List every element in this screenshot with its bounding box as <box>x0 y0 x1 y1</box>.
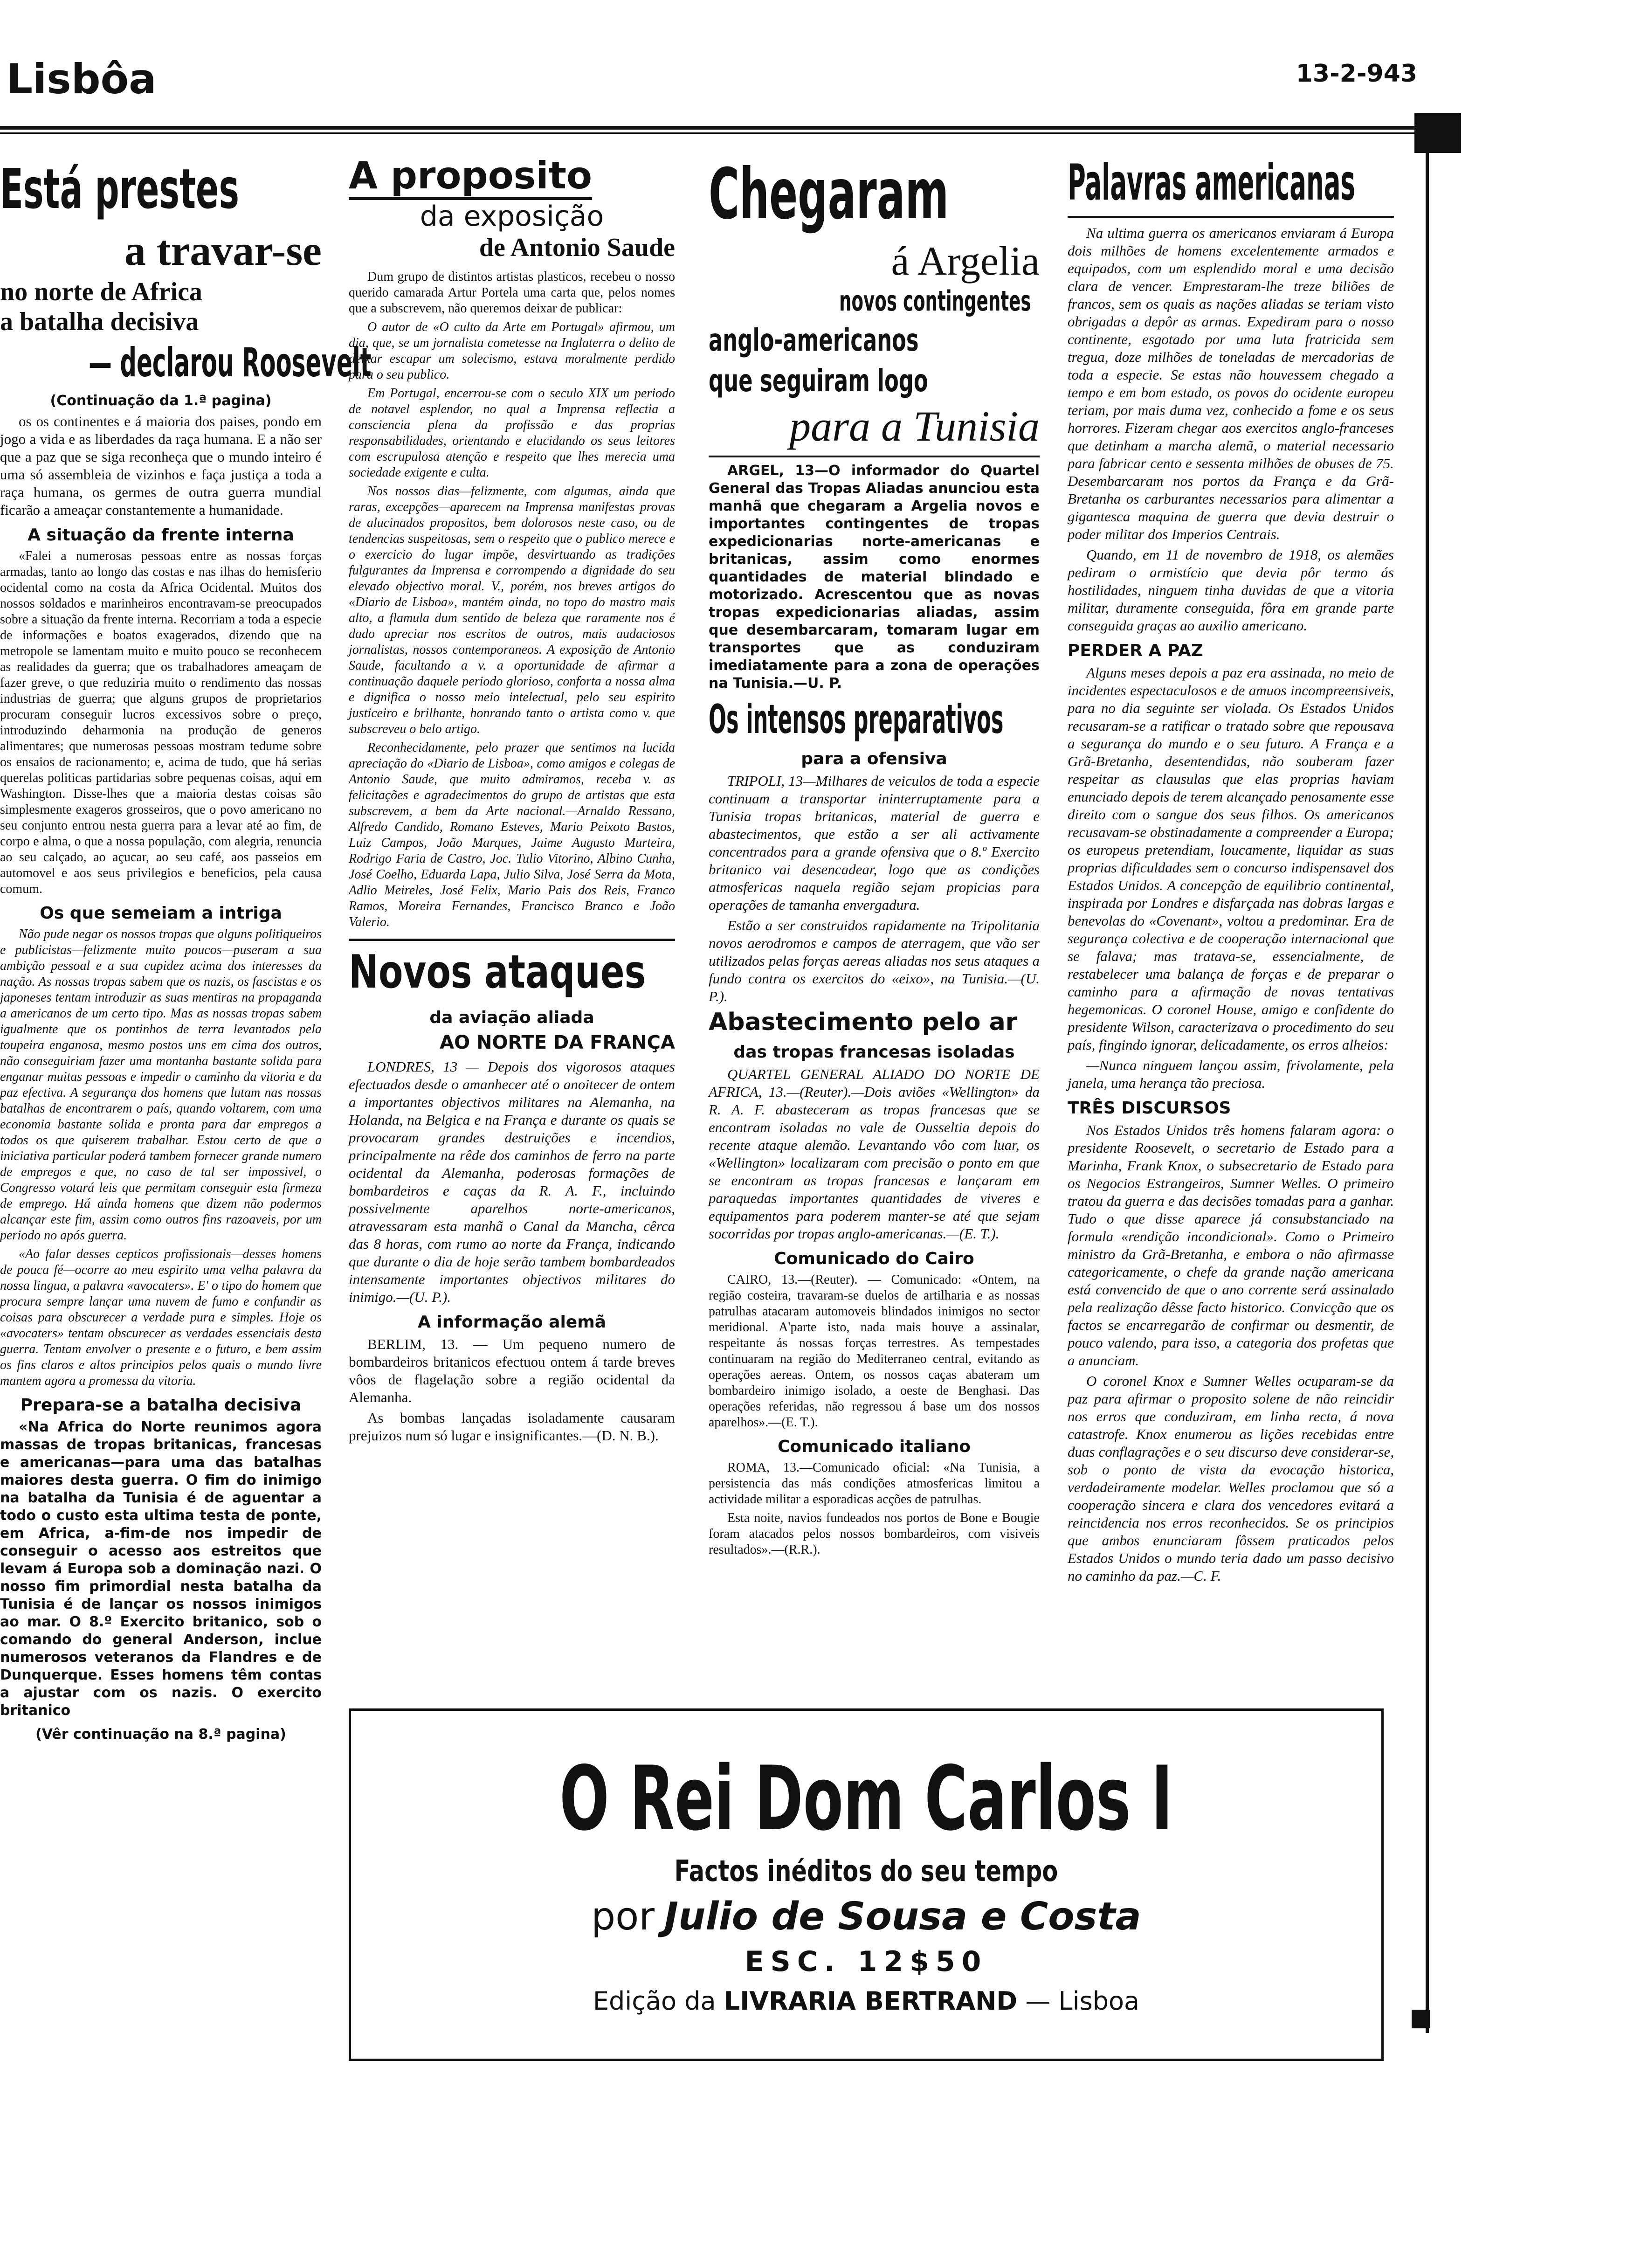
paragraph: Quando, em 11 de novembro de 1918, os alemães pediram o armistício que devia pôr termo ás hostilidades, ninguem tinha duvidas de que a vitoria militar, duramente conseguida, fôra em grande parte conseguida graças ao auxilio americano. <box>1068 546 1394 634</box>
right-column-rule <box>1426 140 1429 2033</box>
paragraph: LONDRES, 13 — Depois dos vigorosos ataques efectuados desde o amanhecer até o anoitecer de ontem a importantes objectivos militares na Alemanha, na Holanda, na Belgica e na França e durante os quais se provocaram grandes destruições e incendios, principalmente na rêde dos caminhos de ferro na parte ocidental da Alemanha, poderosas formações de bombardeiros e caças da R. A. F., incluindo possivelmente aparelhos norte-americanos, atravessaram esta manhã o Canal da Mancha, cêrca das 8 horas, com rumo ao norte da França, indicando que durante o dia de hoje serão tambem bombardeados intensamente importantes objectivos militares do inimigo.—(U. P.). <box>349 1058 675 1305</box>
paragraph: As bombas lançadas isoladamente causaram prejuizos num só lugar e insignificantes.—(D. N. B.). <box>349 1410 675 1444</box>
paragraph: Não pude negar os nossos tropas que alguns politiqueiros e publicistas—felizmente muito poucos—puseram a sua ambição pessoal e a sua cupidez acima dos interesses da nação. As nossas tropas sabem que os nazis, os fascistas e os japoneses tentam introduzir as suas mentiras na propaganda a americanos de um certo tipo. Mas as nossas tropas sabem igualmente que os pontinhos de terra levantados pela toupeira enganosa, mesmo postos uns em cima dos outros, não conseguiriam fazer uma montanha bastante solida para enganar muitas pessoas e impedir o caminho da vitoria e da paz efectiva. A segurança dos homens que lutam nas nossas batalhas de encontrarem o país, quando voltarem, com uma economia bastante solida e pronta para dar empregos a todos os que quiserem trabalhar. Estou certo de que a iniciativa particular poderá tambem fornecer grande numero de empregos e que, no caso de tal ser impossivel, o Congresso votará leis que permitam conseguir esta firmeza de emprego. Há ainda homens que dizem não podermos alcançar este fim, assim como outros fins razoaveis, por um periodo no após guerra. <box>0 927 322 1243</box>
ad-title: O Rei Dom Carlos I <box>559 1747 1173 1850</box>
headline-abastecimento: Abastecimento pelo ar <box>709 1008 1018 1036</box>
paragraph: Dum grupo de distintos artistas plasticos, recebeu o nosso querido camarada Artur Portela uma carta que, pelos nomes que a subscrevem, não queremos deixar de publicar: <box>349 270 675 316</box>
paragraph: ARGEL, 13—O informador do Quartel General das Tropas Aliadas anunciou esta manhã que chegaram a Argelia novos e importantes contingentes de tropas expedicionarias norte-americanas e britanicas, assim como enormes quantidades de material blindado e motorizado. Acrescentou que as novas tropas expedicionarias aliadas, assim que desembarcaram, tomaram lugar em transportes que as conduziram imediatamente para a zona de operações na Tunisia.—U. P. <box>709 463 1040 691</box>
headline-roosevelt: — declarou Roosevelt <box>89 339 372 386</box>
subhead-perder-a-paz: PERDER A PAZ <box>1068 641 1203 660</box>
ad-by: por <box>591 1895 655 1939</box>
paragraph: O coronel Knox e Sumner Welles ocuparam-se da paz para afirmar o proposito solene de não reincidir nos erros que conduziram, em linha recta, á nova catastrofe. Knox enumerou as lições recebidas entre duas conflagrações e o seu discurso deve considerar-se, sob o ponto de vista da evocação historica, verdadeiramente modelar. Welles proclamou que só a cooperação sincera e clara dos vencedores evitará a reincidencia nos erros reconhecidos. Se os principios que ambos enunciaram fôssem praticados pelos Estados Unidos o mundo teria dado um passo decisivo no caminho da paz.—C. F. <box>1068 1373 1394 1584</box>
column-saude <box>349 154 675 1702</box>
subhead-tropas-francesas: das tropas francesas isoladas <box>733 1043 1015 1062</box>
paragraph: Estão a ser construidos rapidamente na Tripolitania novos aerodromos e campos de aterragem, que vão ser utilizados pelas forças aereas aliadas nos seus ataques a fundo contra os exercitos do «eixo», na Tunisia.—(U. P.). <box>709 917 1040 1004</box>
continuation-note: (Continuação da 1.ª pagina) <box>50 393 272 409</box>
paragraph: «Falei a numerosas pessoas entre as nossas forças armadas, tanto ao longo das costas e nas ilhas do hemisferio ocidental como na costa da Africa Ocidental. Muitos dos nossos soldados e marinheiros encontravam-se preocupados sobre a situação da frente interna. Recorriam a toda a especie de informações e boatos exagerados, dizendo que na metropole se lamentam muito e muito pouco se reconhecem as realidades da guerra; que os trabalhadores ameaçam de fazer greve, o que reduziria muito o rendimento das nossas industrias de guerra; que alguns grupos de proprietarios procuram conseguir lucros excessivos sobre o preço, introduzindo deharmonia na produção de generos alimentares; que numerosas pessoas mostram tedume sobre os ensaios de racionamento; e, acima de tudo, que há serias querelas politicas partidarias sobre pequenas coisas, aqui em Washington. Disse-lhes que a maioria destas coisas são simplesmente exageros grosseiros, que o povo americano no seu conjunto entrou nesta guerra para a levar até ao fim, de corpo e alma, o que a nossa população, com alegria, renuncia ao seu calçado, ao açucar, ao seu café, aos passeios em automovel e aos seus privilegios e beneficios, pela causa comum. <box>0 549 322 896</box>
headline-argelia: á Argelia <box>891 239 1040 284</box>
top-rule-thin <box>0 132 1427 134</box>
paragraph: TRIPOLI, 13—Milhares de veiculos de toda a especie continuam a transportar ininterruptamente para a Tunisia tropas britanicas, material de guerra e abastecimentos, que estão a ser ali activamente concentrados para a grande ofensiva que o 8.º Exercito britanico vai desencadear, logo que as condições atmosfericas naquela região sejam propicias para operações de tamanha envergadura. <box>709 773 1040 913</box>
paragraph: Nos Estados Unidos três homens falaram agora: o presidente Roosevelt, o secretario de Estado para a Marinha, Frank Knox, o subsecretario de Estado para os Negocios Estrangeiros, Sumner Welles. O primeiro tratou da guerra e das decisões tomadas para a ganhar. Tudo o que disse aparece já consubstanciado na formula «rendição incondicional». Como o Primeiro ministro da Grã-Bretanha, e embora o não afirmasse categoricamente, o chefe da grande nação americana está convencido de que o ano corrente será assinalado pela realização dêsse facto historico. Convicção que os factos se encarregarão de confirmar ou desmentir, de pouco valendo, para isso, a categoria dos profetas que a anunciam. <box>1068 1122 1394 1369</box>
ad-edition-post: — Lisboa <box>1025 1986 1140 2016</box>
headline-intensos-preparativos: Os intensos preparativos <box>709 696 1004 743</box>
ad-price: ESC. 12$50 <box>745 1945 988 1978</box>
paragraph: Alguns meses depois a paz era assinada, no meio de incidentes espectaculosos e de amuos incompreensiveis, para no dia seguinte ser violada. Os Estados Unidos recusaram-se a ratificar o tratado sobre que repousava a segurança do mundo e o seu futuro. A França e a Grã-Bretanha, desentendidas, não souberam fazer respeitar as clausulas que elas proprias haviam enunciado depois de terem alcançado penosamente esse direito com o sangue dos seus filhos. Os americanos recusavam-se obstinadamente a compreender a Europa; os europeus pretendiam, loucamente, liquidar as suas proprias dificuldades sem o concurso indispensavel dos Estados Unidos. A concepção de equilibrio continental, inspirada por Londres e disfarçada nas dobras largas e benevolas do «Covenant», voltou a predominar. Era de segurança colectiva e de cooperação internacional que se falava; mas tratava-se, essencialmente, de restabelecer uma balança de forças e de preparar o caminho para a afirmação de novas tentativas hegemonicas. O coronel House, amigo e confidente do presidente Wilson, caracterizava o procedimento do seu país, fingindo ignorar, delicadamente, os erros alheios: <box>1068 664 1394 1053</box>
headline-anglo-americanos: anglo-americanos <box>709 322 919 358</box>
paragraph: ROMA, 13.—Comunicado oficial: «Na Tunisia, a persistencia das más condições atmosfericas limitou a actividade militar a esporadicas acções de patrulhas. <box>709 1460 1040 1507</box>
bottom-corner-block <box>1412 2010 1430 2028</box>
subhead-frente-interna: A situação da frente interna <box>28 526 294 545</box>
paragraph: Nos nossos dias—felizmente, com algumas, ainda que raras, excepções—aparecem na Imprensa manifestas provas de alucinados propositos, bem dolorosos neste caso, ou de tendencias suspeitosas, sem o respeito que o publico merece e o exercicio do lugar impõe, desvirtuando as tradições fulgurantes da Imprensa e corrompendo a dignidade do seu elevado objectivo moral. V., porém, nos breves artigos do «Diario de Lisboa», mantém ainda, no topo do mastro mais alto, a flamula dum sentido de beleza que raramente nos é dado apreciar nos escritos de outros, mais audaciosos jornalistas, nossos contemporaneos. A exposição de Antonio Saude, facultando a v. a oportunidade de afirmar a continuação daquele periodo glorioso, conforta a nossa alma e dignifica o nosso meio intelectual, pelo seu espirito justiceiro e brilhante, honrando tanto o artista como v. que subscreveu o belo artigo. <box>349 484 675 736</box>
paragraph: BERLIM, 13. — Um pequeno numero de bombardeiros britanicos efectuou ontem á tarde breves vôos de flagelação sobre a região ocidental da Alemanha. <box>349 1336 675 1405</box>
headline-batalha-decisiva: a batalha decisiva <box>0 307 199 336</box>
headline-novos-ataques: Novos ataques <box>349 946 646 999</box>
paragraph: Esta noite, navios fundeados nos portos de Bone e Bougie foram atacados pelos nossos bombardeiros, com visiveis resultados».—(R.R.). <box>709 1511 1040 1557</box>
ad-edition-pre: Edição da <box>593 1986 716 2016</box>
paragraph: QUARTEL GENERAL ALIADO DO NORTE DE AFRICA, 13.—(Reuter).—Dois aviões «Wellington» da R. A. F. abasteceram as tropas francesas que se encontram isoladas no vale de Ousseltia depois do recente ataque alemão. Levantando vôo com luar, os «Wellington» localizaram com precisão o ponto em que se encontram as tropas francesas e lançaram em paraquedas importantes quantidades de viveres e equipamentos para poderem manter-se até que sejam socorridas por tropas anglo-americanas.—(E. T.). <box>709 1066 1040 1242</box>
paragraph: «Na Africa do Norte reunimos agora massas de tropas britanicas, francesas e americanas—para uma das batalhas maiores desta guerra. O fim do inimigo na batalha da Tunisia é de aguentar a todo o custo esta ultima testa de ponte, em Africa, a-fim-de nos impedir de conseguir o acesso aos estreitos que levam á Europa sob a dominação nazi. O nosso fim primordial nesta batalha da Tunisia é de lançar os nossos inimigos ao mar. O 8.º Exercito britanico, sob o comando do general Anderson, inclue numerosos veteranos da Flandres e de Dunquerque. Esses homens têm contas a ajustar com os nazis. O exercito britanico <box>0 1419 322 1719</box>
paragraph: os os continentes e á maioria dos paises, pondo em jogo a vida e as liberdades da raça humana. E a não ser que a paz que se siga reconheça que o mundo inteiro é uma só assembleia de vizinhos e faça justiça a toda a raça humana, os germes de outra guerra mundial ficarão a ameaçar constantemente a humanidade. <box>0 413 322 518</box>
paragraph: O autor de «O culto da Arte em Portugal» afirmou, um dia, que, se um jornalista cometesse na Inglaterra o delito de deixar escapar um solecismo, estava moralmente perdido para o seu publico. <box>349 320 675 382</box>
subhead-intriga: Os que semeiam a intriga <box>40 904 282 923</box>
continuation-end: (Vêr continuação na 8.ª pagina) <box>35 1726 286 1742</box>
headline-norte-franca: AO NORTE DA FRANÇA <box>440 1032 675 1053</box>
paragraph: Em Portugal, encerrou-se com o seculo XIX um periodo de notavel esplendor, no qual a Imprensa reflectia a consciencia plena da profissão e das proprias responsabilidades, orientando e elucidando os seus leitores com escrupulosa atenção e respeito que lhes merecia uma sociedade exigente e culta. <box>349 386 675 480</box>
headline-tunisia: para a Tunisia <box>789 402 1040 450</box>
top-rule <box>0 126 1427 130</box>
ad-author: Julio de Sousa e Costa <box>664 1895 1141 1939</box>
paragraph: —Nunca ninguem lançou assim, frivolamente, pela janela, uma herança tão preciosa. <box>1068 1057 1394 1091</box>
corner-block <box>1414 113 1461 153</box>
subhead-cairo: Comunicado do Cairo <box>774 1249 974 1268</box>
headline-a-proposito: A proposito <box>349 154 592 200</box>
subhead-tres-discursos: TRÊS DISCURSOS <box>1068 1099 1231 1118</box>
book-advertisement <box>349 1708 1384 2061</box>
headline-antonio-saude: de Antonio Saude <box>479 233 675 262</box>
paragraph: «Ao falar desses cepticos profissionais—desses homens de pouca fé—ocorre ao meu espirito uma velha palavra da nossa lingua, a palavra «avocaters». E' o tipo do homem que procura sempre lançar uma nuvem de fumo e confundir as coisas para obscurecer a verdade pura e simples. Hoje os «avocaters» tentam obscurecer as verdades essenciais desta guerra. Tentam envolver o presente e o futuro, e bem assim os fins claros e altos principios pelos quais o mundo livre mantem agora a promessa da vitoria. <box>0 1247 322 1388</box>
subhead-italiano: Comunicado italiano <box>777 1437 971 1456</box>
paragraph: Na ultima guerra os americanos enviaram á Europa dois milhões de homens excelentemente armados e equipados, com um esplendido moral e uma decisão clara de vencer. Emprestaram-lhe treze biliões de francos, sem os quais as nações aliadas se teriam visto obrigadas a depôr as armas. Expediram para o nosso continente, esgotado por uma luta fratricida sem tregua, doze milhões de toneladas de mercadorias de toda a especie. Se estas não houvessem chegado a tempo e em bom estado, os povos do ocidente europeu teriam, por mais duma vez, conhecido a fome e os seus horrores. Fizeram chegar aos exercitos anglo-franceses que detinham a marcha alemã, o material necessario para fabricar cento e sessenta milhões de obuses de 75. Desembarcaram nos portos da França e da Grã-Bretanha os carburantes necessarios para alimentar a gigantesca maquina de guerra que devia destruir o poder militar dos Imperios Centrais. <box>1068 225 1394 542</box>
subhead-informacao-alema: A informação alemã <box>417 1313 607 1332</box>
headline-seguiram-logo: que seguiram logo <box>709 363 928 399</box>
headline-palavras-americanas: Palavras americanas <box>1068 154 1356 211</box>
header-date: 13-2-943 <box>1296 60 1417 88</box>
headline-a-travar-se: a travar-se <box>124 227 322 274</box>
column-roosevelt <box>0 154 372 2089</box>
headline-norte-africa: no norte de Africa <box>0 277 202 306</box>
column-argelia <box>709 154 1040 1702</box>
paragraph: Reconhecidamente, pelo prazer que sentimos na lucida apreciação do «Diario de Lisboa», como amigos e colegas de Antonio Saude, que muito admiramos, receba v. as felicitações e agradecimentos do grupo de artistas que esta subscrevem, a bem da Arte nacional.—Arnaldo Ressano, Alfredo Candido, Romano Esteves, Mario Peixoto Bastos, Luiz Campos, João Marques, Jaime Augusto Murteira, Rodrigo Faria de Castro, Joc. Tulio Vitorino, Albino Cunha, José Coelho, Eduarda Lapa, Julio Silva, José Serra da Mota, Adlio Meireles, José Felix, Mario Pais dos Reis, Franco Ramos, Moreira Fernandes, Francisco Branco e João Valerio. <box>349 740 675 929</box>
headline-exposicao: da exposição <box>420 200 604 233</box>
ad-subtitle: Factos inéditos do seu tempo <box>674 1854 1058 1888</box>
subhead-ofensiva: para a ofensiva <box>801 749 947 768</box>
headline-novos-contingentes: novos contingentes <box>839 285 1031 318</box>
ad-publisher: LIVRARIA BERTRAND <box>724 1986 1018 2016</box>
header-place: Lisbôa <box>7 55 157 103</box>
subhead-batalha-decisiva: Prepara-se a batalha decisiva <box>20 1396 302 1415</box>
paragraph: CAIRO, 13.—(Reuter). — Comunicado: «Ontem, na região costeira, travaram-se duelos de artilharia e as nossas patrulhas atacaram automoveis blindados inimigos no sector meridional. A'parte isto, nada mais houve a assinalar, respeitante ás nossas forças terrestres. As tempestades continuaram na região do Mediterraneo central, evitando as operações aereas. Ontem, os nossos caças abateram um bombardeiro inimigo isolado, a oeste de Benghasi. Das operações referidas, não regressou á base um dos nossos aparelhos».—(E. T.). <box>709 1272 1040 1430</box>
headline-chegaram: Chegaram <box>709 154 949 235</box>
headline-esta-prestes: Está prestes <box>0 157 240 221</box>
headline-aviacao-aliada: da aviação aliada <box>429 1008 594 1027</box>
